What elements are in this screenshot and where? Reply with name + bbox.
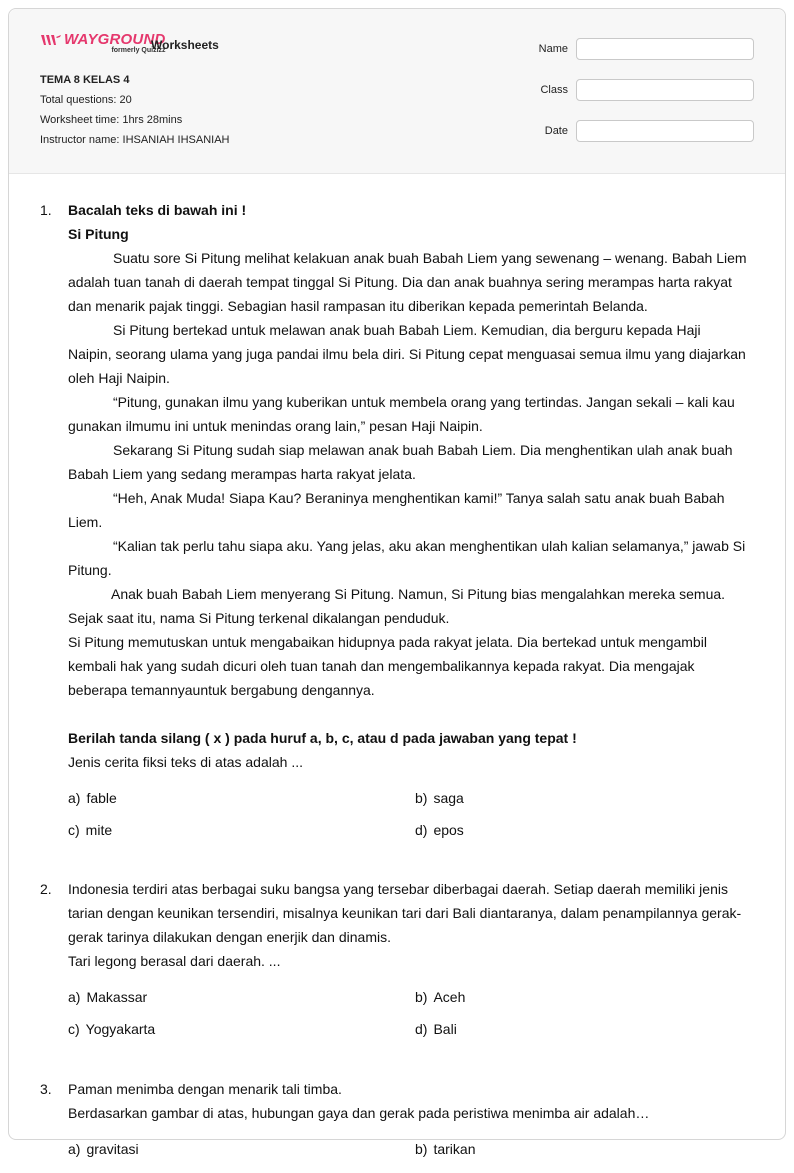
answer-options	[68, 790, 748, 854]
header-title: Worksheets	[151, 38, 219, 52]
class-label: Class	[540, 84, 568, 96]
question-prompt: Jenis cerita fiksi teks di atas adalah ...	[68, 754, 303, 770]
worksheet-time: Worksheet time: 1hrs 28mins	[40, 114, 183, 126]
option-b[interactable]	[415, 790, 748, 822]
option-letter: c)	[68, 822, 80, 838]
story-closing-paragraph: Si Pitung memutuskan untuk mengabaikan hidupnya pada rakyat jelata. Dia bertekad untuk mengambil kembali hak yang sudah dicuri oleh tuan tanah dan mengembalikannya kepada rakyat. Dia mengajak beberapa temannyauntuk bergabung dengannya.	[68, 634, 707, 698]
student-fields	[539, 37, 754, 160]
brand	[40, 31, 166, 54]
option-d[interactable]	[415, 1021, 748, 1053]
question-text: Paman menimba dengan menarik tali timba.	[68, 1081, 342, 1097]
option-b[interactable]	[415, 1141, 748, 1173]
class-field-row	[539, 78, 754, 102]
option-letter: d)	[415, 1021, 428, 1037]
story-paragraph: Suatu sore Si Pitung melihat kelakuan anak buah Babah Liem yang sewenang – wenang. Babah Liem adalah tuan tanah di daerah tempat tinggal Si Pitung. Dia dan anak buahnya sering merampas harta rakyat dan menarik pajak tinggi. Sebagian hasil rampasan itu diberikan kepada pemerintah Belanda.	[68, 250, 747, 314]
answer-options	[68, 1141, 748, 1173]
option-a[interactable]	[68, 989, 415, 1021]
option-text: mite	[85, 822, 113, 838]
date-field[interactable]	[576, 120, 754, 142]
class-field[interactable]	[576, 79, 754, 101]
question-heading: Bacalah teks di bawah ini !	[68, 202, 247, 218]
option-letter: b)	[415, 989, 428, 1005]
worksheet-body	[9, 174, 785, 1173]
option-letter: c)	[68, 1021, 80, 1037]
story-paragraph: Anak buah Babah Liem menyerang Si Pitung. Namun, Si Pitung bias mengalahkan mereka semua. Sejak saat itu, nama Si Pitung terkenal dikalangan penduduk.	[68, 586, 726, 626]
worksheet-page	[8, 8, 786, 1157]
option-text: fable	[86, 790, 117, 806]
question-3	[40, 1077, 748, 1173]
question-number: 1.	[40, 202, 52, 218]
option-a[interactable]	[68, 1141, 415, 1173]
wayground-logo	[40, 31, 166, 48]
worksheet-header	[9, 9, 785, 174]
instructor-name: Instructor name: IHSANIAH IHSANIAH	[40, 134, 230, 146]
spacer	[68, 702, 748, 726]
option-b[interactable]	[415, 989, 748, 1021]
total-questions: Total questions: 20	[40, 94, 132, 106]
option-text: saga	[433, 790, 464, 806]
name-label: Name	[538, 43, 568, 55]
date-field-row	[539, 119, 754, 143]
name-field[interactable]	[576, 38, 754, 60]
question-text: Indonesia terdiri atas berbagai suku bangsa yang tersebar diberbagai daerah. Setiap daerah memiliki jenis tarian dengan keunikan tersendiri, misalnya keunikan tari dari Bali diantaranya, dalam penampilannya gerak- gerak tarinya dilakukan dengan enerjik dan dinamis.	[68, 881, 742, 945]
story-paragraph: Si Pitung bertekad untuk melawan anak buah Babah Liem. Kemudian, dia berguru kepada Haji Naipin, seorang ulama yang juga pandai ilmu bela diri. Si Pitung cepat menguasai semua ilmu yang diajarkan oleh Haji Naipin.	[68, 322, 746, 386]
option-text: Aceh	[433, 989, 466, 1005]
option-text: epos	[433, 822, 464, 838]
option-letter: a)	[68, 790, 81, 806]
option-text: Makassar	[86, 989, 148, 1005]
worksheet-meta	[40, 73, 230, 153]
logo-wordmark: WAYGROUND	[64, 31, 166, 48]
option-letter: a)	[68, 989, 81, 1005]
logo-subtext: formerly Quizizz	[111, 47, 166, 54]
story-title: Si Pitung	[68, 226, 129, 242]
worksheet-title: TEMA 8 KELAS 4	[40, 74, 130, 86]
name-field-row	[539, 37, 754, 61]
option-d[interactable]	[415, 822, 748, 854]
question-number: 2.	[40, 881, 52, 897]
story-paragraph: Sekarang Si Pitung sudah siap melawan anak buah Babah Liem. Dia menghentikan ulah anak buah Babah Liem yang sedang merampas harta rakyat jelata.	[68, 442, 733, 482]
option-letter: b)	[415, 790, 428, 806]
option-letter: a)	[68, 1141, 81, 1157]
story-paragraph: “Heh, Anak Muda! Siapa Kau? Beraninya menghentikan kami!” Tanya salah satu anak buah Babah Liem.	[68, 490, 725, 530]
question-prompt: Tari legong berasal dari daerah. ...	[68, 953, 281, 969]
story-paragraph: “Pitung, gunakan ilmu yang kuberikan untuk membela orang yang tertindas. Jangan sekali – kali kau gunakan ilmumu ini untuk menindas orang lain,” pesan Haji Naipin.	[68, 394, 735, 434]
question-instruction: Berilah tanda silang ( x ) pada huruf a, b, c, atau d pada jawaban yang tepat !	[68, 730, 577, 746]
option-text: gravitasi	[86, 1141, 139, 1157]
option-text: Yogyakarta	[85, 1021, 156, 1037]
story-paragraph: “Kalian tak perlu tahu siapa aku. Yang jelas, aku akan menghentikan ulah kalian selamanya,” jawab Si Pitung.	[68, 538, 746, 578]
option-text: tarikan	[433, 1141, 476, 1157]
date-label: Date	[544, 125, 568, 137]
question-1	[40, 198, 748, 854]
question-2	[40, 877, 748, 1053]
question-prompt: Berdasarkan gambar di atas, hubungan gaya dan gerak pada peristiwa menimba air adalah…	[68, 1105, 650, 1121]
question-number: 3.	[40, 1081, 52, 1097]
wayground-logo-icon	[40, 33, 62, 47]
option-text: Bali	[433, 1021, 457, 1037]
option-c[interactable]	[68, 822, 415, 854]
option-letter: b)	[415, 1141, 428, 1157]
option-a[interactable]	[68, 790, 415, 822]
answer-options	[68, 989, 748, 1053]
option-letter: d)	[415, 822, 428, 838]
option-c[interactable]	[68, 1021, 415, 1053]
